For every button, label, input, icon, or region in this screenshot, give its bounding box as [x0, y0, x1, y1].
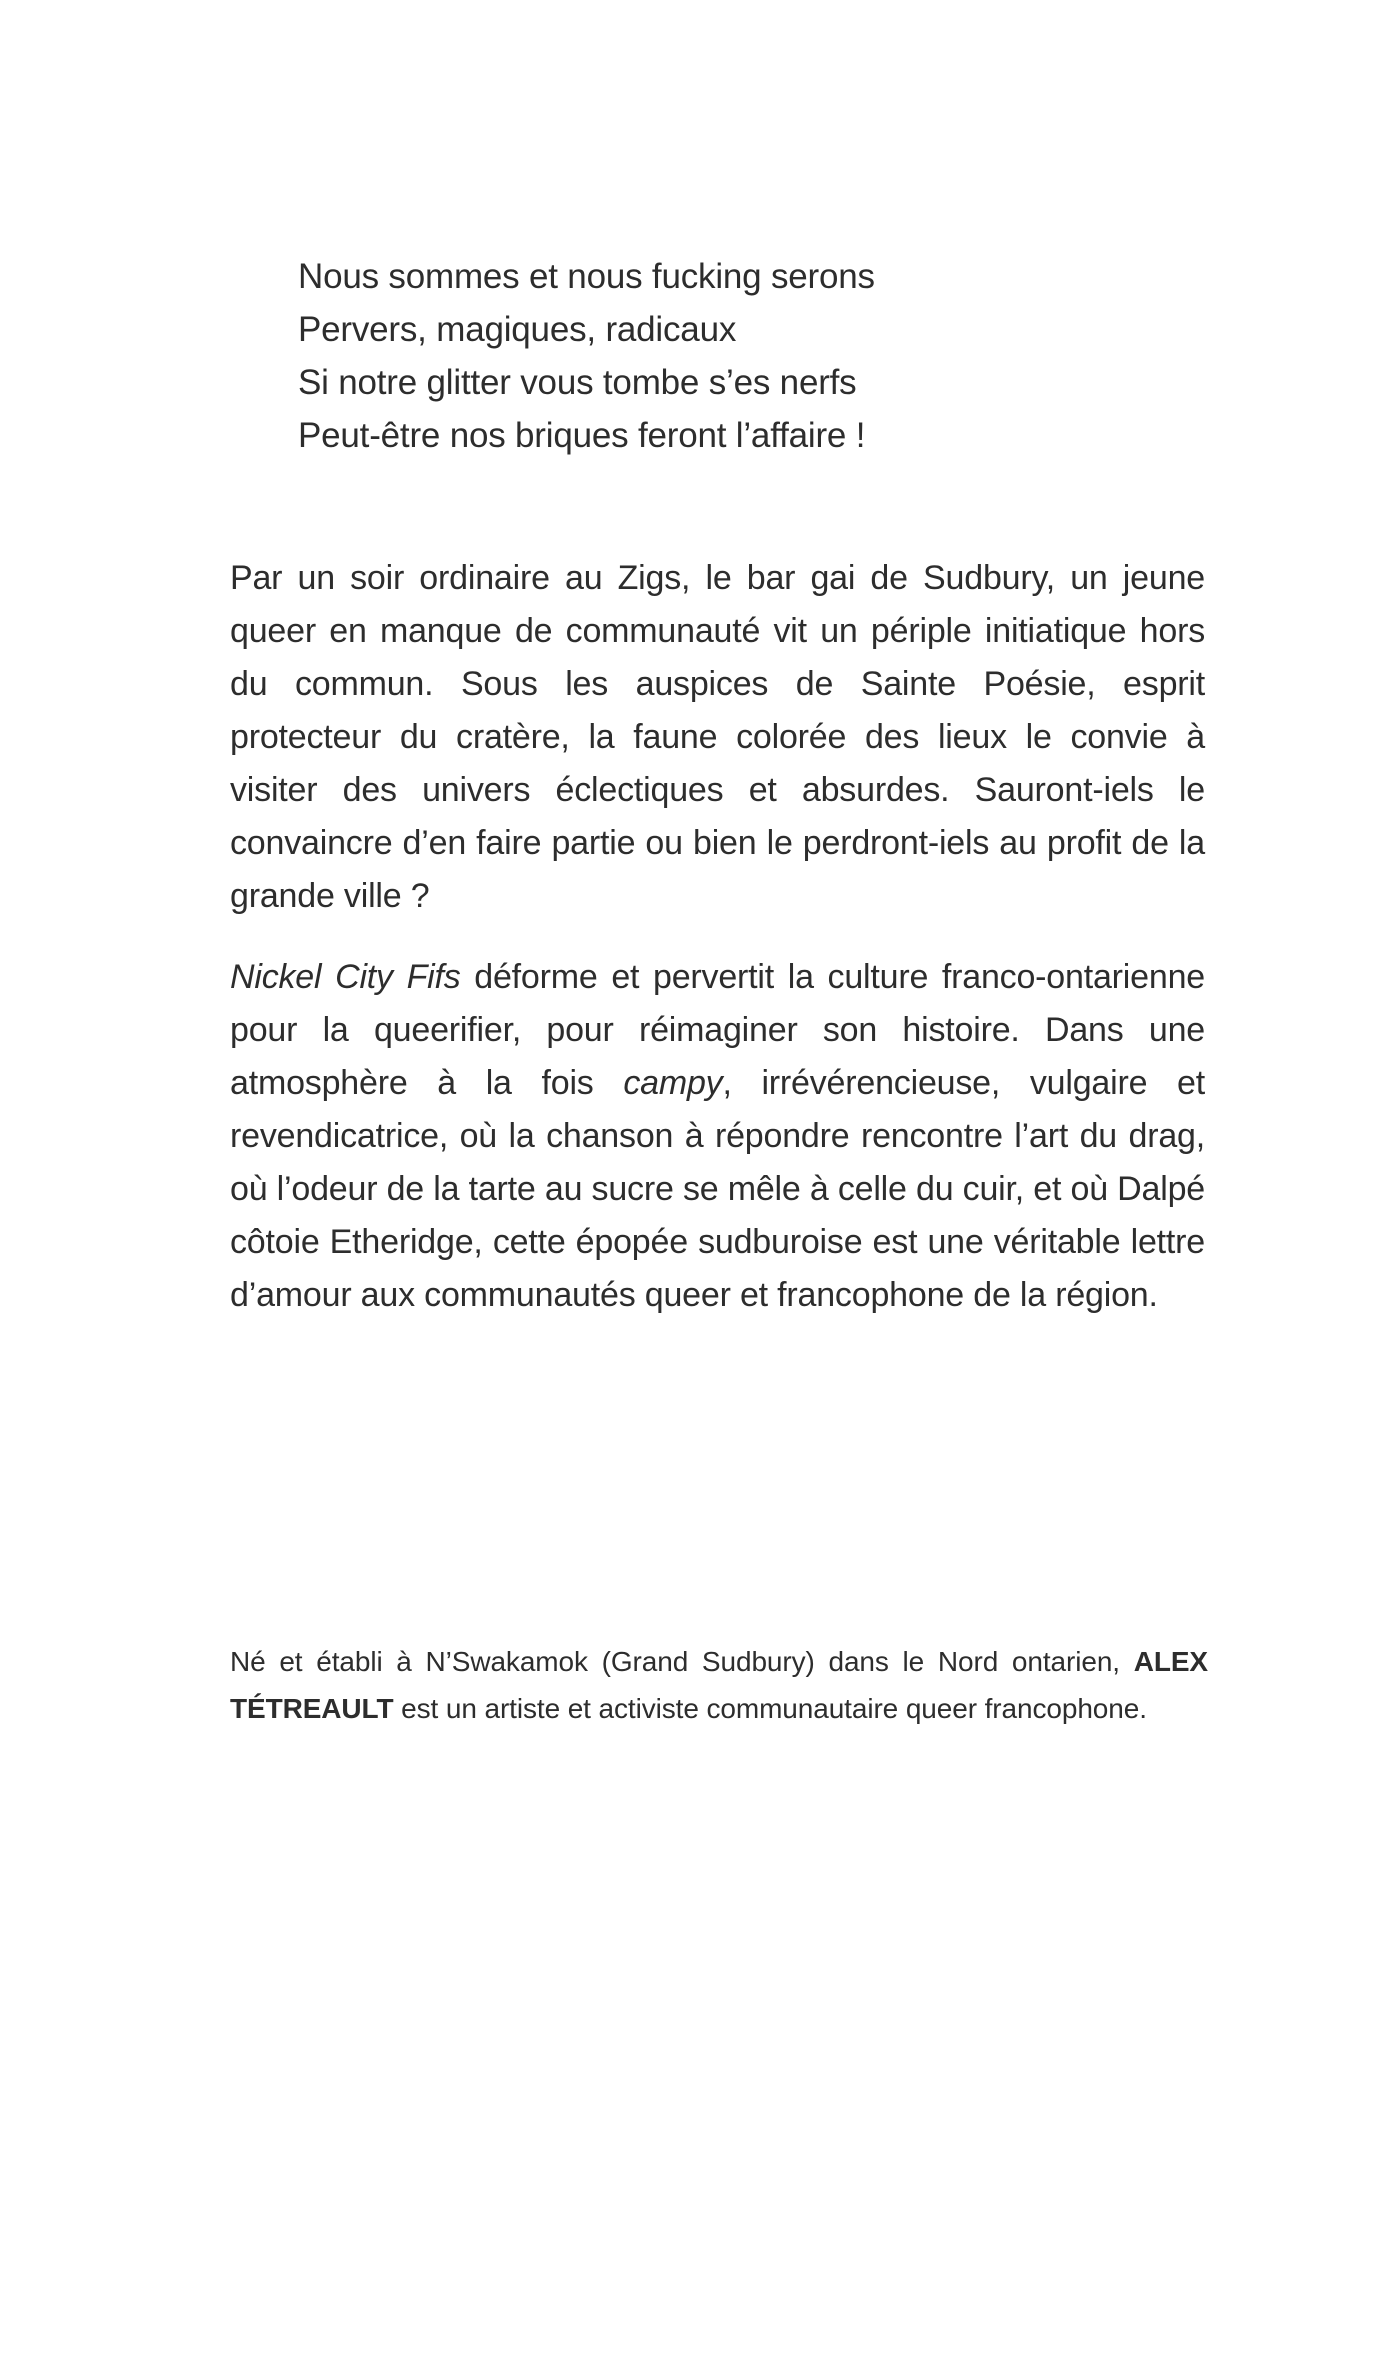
poem-line: Peut-être nos briques feront l’affaire !: [298, 416, 866, 455]
poem-line: Si notre glitter vous tombe s’es nerfs: [298, 363, 857, 402]
author-bio: [230, 1638, 1208, 1732]
poem-line: Nous sommes et nous fucking serons: [298, 257, 875, 296]
synopsis-paragraph-1: Par un soir ordinaire au Zigs, le bar gai de Sudbury, un jeune queer en manque de communauté vit un périple initiatique hors du commun. Sous les auspices de Sainte Poésie, esprit protecteur du cratère, la faune colorée des lieux le convie à visiter des univers éclectiques et absurdes. Sauront-iels le convaincre d’en faire partie ou bien le perdront-iels au profit de la grande ville ?: [230, 559, 1205, 915]
bio-text-before: Né et établi à N’Swakamok (Grand Sudbury) dans le Nord ontarien,: [230, 1646, 1134, 1677]
poem-block: [298, 250, 875, 462]
poem-line: Pervers, magiques, radicaux: [298, 310, 737, 349]
author-name: ALEX TÉTREAULT: [230, 1646, 1208, 1724]
synopsis-paragraph-2: [230, 951, 1205, 1322]
campy-word-italic: campy: [623, 1064, 723, 1102]
synopsis-paragraph-2-text-a: déforme et pervertit la culture franco-ontarienne pour la queerifier, pour réimaginer son histoire. Dans une atmosphère à la fois: [230, 958, 1205, 1102]
synopsis-paragraph-2-text-b: , irrévérencieuse, vulgaire et revendicatrice, où la chanson à répondre rencontre l’art du drag, où l’odeur de la tarte au sucre se mêle à celle du cuir, et où Dalpé côtoie Etheridge, cette épopée sudburoise est une véritable lettre d’amour aux communautés queer et francophone de la région.: [230, 1064, 1206, 1314]
bio-text-after: est un artiste et activiste communautaire queer francophone.: [393, 1693, 1147, 1724]
synopsis-block: [230, 552, 1205, 1322]
book-title: Nickel City Fifs: [230, 958, 461, 996]
